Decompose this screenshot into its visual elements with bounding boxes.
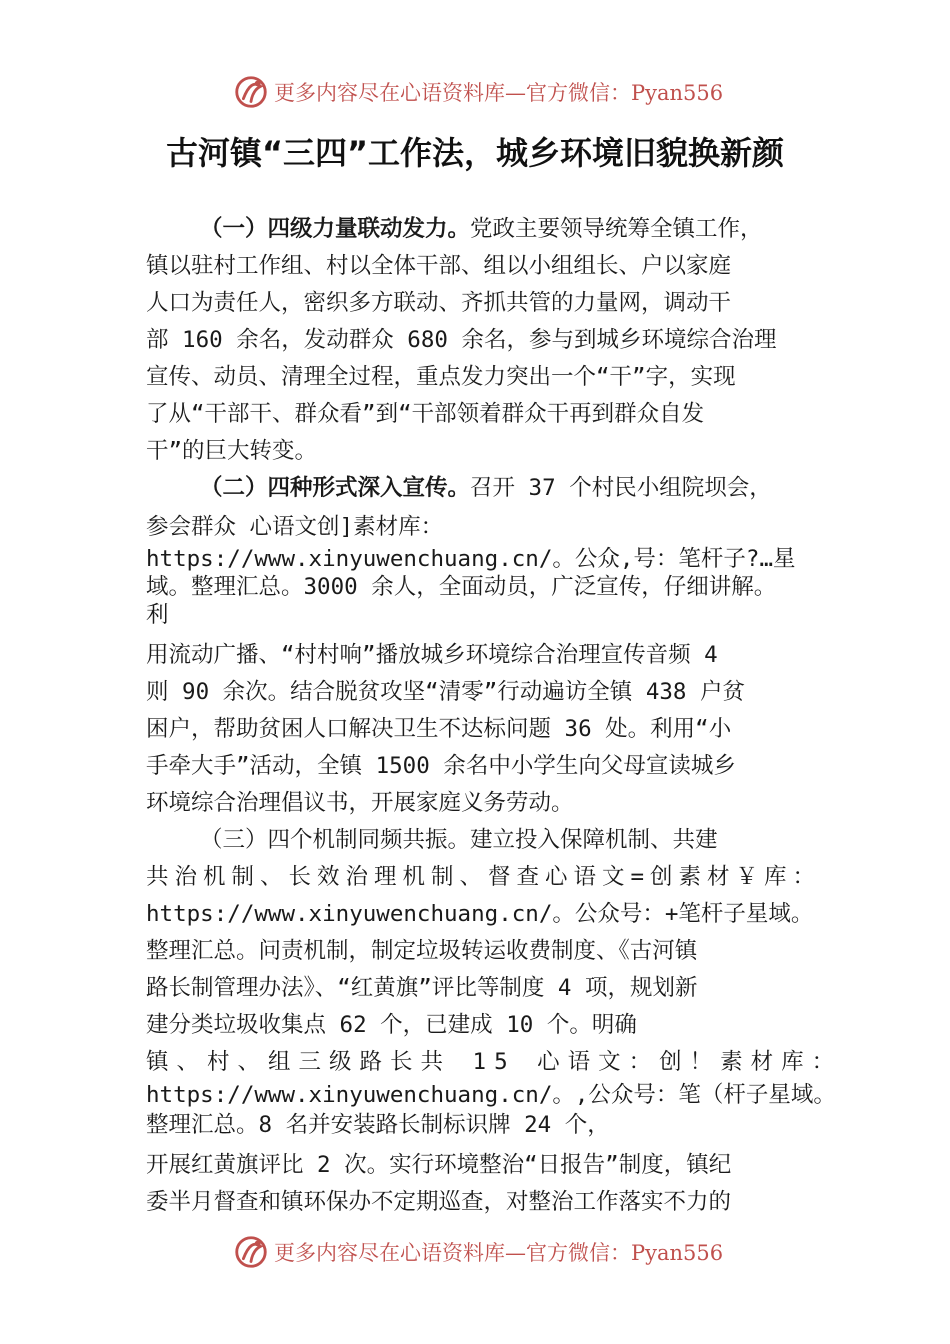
text-line: 则 90 余次。结合脱贫攻坚“清零”行动遍访全镇 438 户贫 xyxy=(146,679,746,705)
text-line: 整理汇总。8 名并安装路长制标识牌 24 个， xyxy=(146,1112,610,1138)
section-heading: （二）四种形式深入宣传。 xyxy=(200,475,471,501)
text-line: 镇以驻村工作组、村以全体干部、组以小组组长、户以家庭 xyxy=(146,253,732,279)
text-line: （三）四个机制同频共振。建立投入保障机制、共建 xyxy=(200,827,718,853)
watermark-banner-top xyxy=(232,72,723,112)
text-line: https://www.xinyuwenchuang.cn/。公众,号：笔杆子?…星 xyxy=(146,546,796,572)
text-line: https://www.xinyuwenchuang.cn/。公众号：+笔杆子星域。 xyxy=(146,901,814,927)
page-title: 古河镇“三四”工作法，城乡环境旧貌换新颜 xyxy=(165,134,785,172)
text-line: 路长制管理办法》、“红黄旗”评比等制度 4 项，规划新 xyxy=(146,975,698,1001)
brand-logo-icon xyxy=(232,73,270,111)
text-line: 环境综合治理倡议书，开展家庭义务劳动。 xyxy=(146,790,574,816)
text-line: 宣传、动员、清理全过程，重点发力突出一个“干”字，实现 xyxy=(146,364,736,390)
text-line: 利 xyxy=(146,602,169,628)
brand-logo-icon xyxy=(232,1233,270,1271)
text-line: 开展红黄旗评比 2 次。实行环境整治“日报告”制度，镇纪 xyxy=(146,1152,732,1178)
watermark-banner-bottom xyxy=(232,1232,723,1272)
text-line: 镇、村、组三级路长共 15 心语文：创！素材库： xyxy=(146,1049,843,1075)
section-heading: （一）四级力量联动发力。 xyxy=(200,216,471,242)
text-line: 干”的巨大转变。 xyxy=(146,438,318,464)
text-line: （二）四种形式深入宣传。召开 37 个村民小组院坝会， xyxy=(200,475,772,501)
watermark-text: 更多内容尽在心语资料库—官方微信：Pyan556 xyxy=(274,81,724,105)
text-line: https://www.xinyuwenchuang.cn/。,公众号：笔（杆子星域。 xyxy=(146,1082,836,1108)
text-line: 整理汇总。问责机制，制定垃圾转运收费制度、《古河镇 xyxy=(146,938,698,964)
text-line: 用流动广播、“村村响”播放城乡环境综合治理宣传音频 4 xyxy=(146,642,718,668)
text-line: 困户，帮助贫困人口解决卫生不达标问题 36 处。利用“小 xyxy=(146,716,732,742)
text-line: 人口为责任人，密织多方联动、齐抓共管的力量网，调动干 xyxy=(146,290,732,316)
text-line: （一）四级力量联动发力。党政主要领导统筹全镇工作， xyxy=(200,216,763,242)
text-line: 手牵大手”活动，全镇 1500 余名中小学生向父母宣读城乡 xyxy=(146,753,736,779)
watermark-text: 更多内容尽在心语资料库—官方微信：Pyan556 xyxy=(274,1241,724,1265)
text-line: 了从“干部干、群众看”到“干部领着群众干再到群众自发 xyxy=(146,401,705,427)
text-line: 域。整理汇总。3000 余人，全面动员，广泛宣传，仔细讲解。 xyxy=(146,574,777,600)
text-line: 参会群众 心语文创]素材库： xyxy=(146,514,444,540)
text-line: 部 160 余名，发动群众 680 余名，参与到城乡环境综合治理 xyxy=(146,327,777,353)
text-line: 委半月督查和镇环保办不定期巡查，对整治工作落实不力的 xyxy=(146,1189,732,1215)
text-line: 共治机制、长效治理机制、督查心语文=创素材￥库： xyxy=(146,864,822,890)
text-line: 建分类垃圾收集点 62 个，已建成 10 个。明确 xyxy=(146,1012,637,1038)
